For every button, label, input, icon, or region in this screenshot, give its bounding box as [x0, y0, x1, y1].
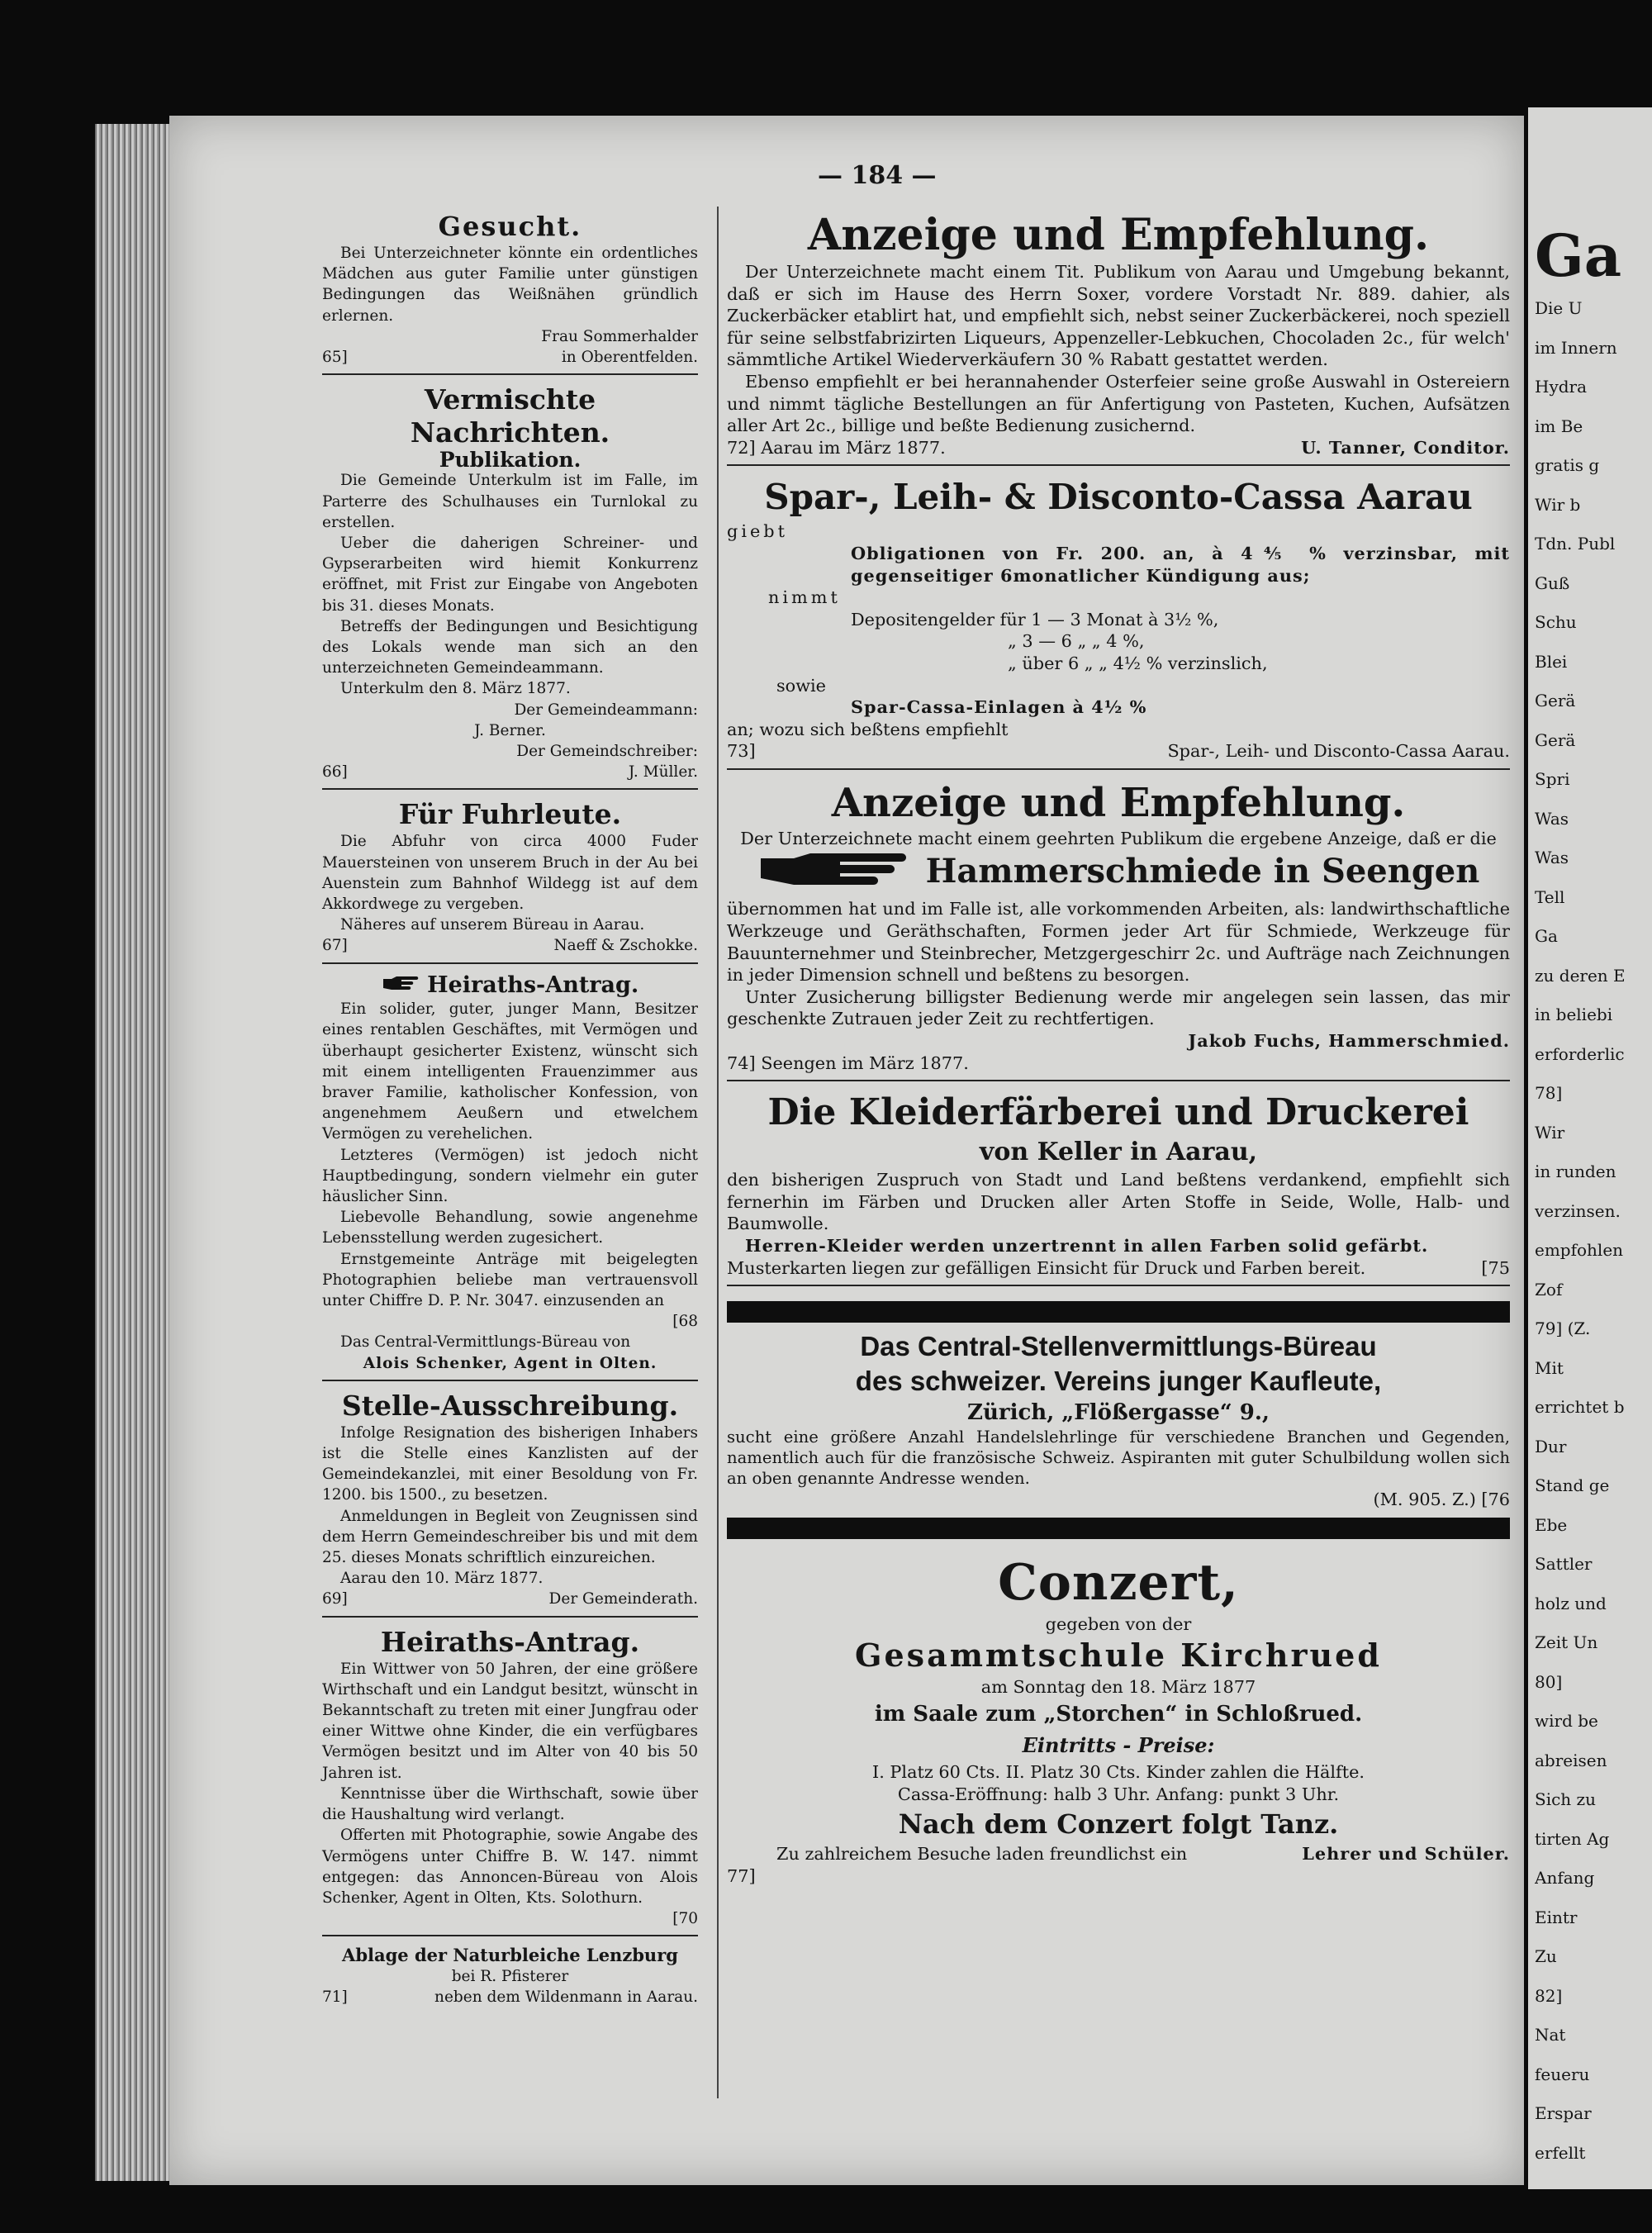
ad-paragraph: Das Central-Vermittlungs-Büreau von [340, 1333, 631, 1352]
next-page-title: Ga [1535, 223, 1622, 289]
ad-date: Aarau im März 1877. [761, 437, 946, 458]
next-page-line: erfellt [1535, 2142, 1586, 2163]
ad-body: Bei Unterzeichneter könnte ein ordentliches Mädchen aus guter Familie unter günstigen Bedingungen das Weißnähen gründlich erlernen. [322, 245, 698, 325]
ad-heiraths-antrag-1 [322, 969, 698, 1381]
ad-line: am Sonntag den 18. März 1877 [980, 1677, 1256, 1698]
cassa-sowie: sowie [776, 675, 826, 696]
ad-title: Die Kleiderfärberei und Druckerei [767, 1091, 1469, 1134]
ad-paragraph: Infolge Resignation des bisherigen Inhabers ist die Stelle eines Kanzlisten auf der Gemeindekanzlei, mit einer Besoldung von Fr. 1200. bis 1500., zu besetzen. [322, 1423, 698, 1504]
ad-paragraph: Ein Wittwer von 50 Jahren, der eine größere Wirthschaft und ein Landgut besitzt, wünscht in Bekanntschaft zu treten mit einer Jungfrau oder einer Wittwe ohne Kinder, die ein verfügbares Vermögen besitzt und im Alter von 40 bis 50 Jahren ist. [322, 1660, 698, 1782]
ad-organizer: Gesammtschule Kirchrued [855, 1637, 1382, 1675]
column-rule [717, 207, 719, 2098]
ad-signature-place: in Oberentfelden. [561, 349, 698, 367]
ad-paragraph: sucht eine größere Anzahl Handelslehrlinge für verschiedene Branchen und Gegenden, namentlich auch für die französische Schweiz. Aspiranten mit guter Schulbildung wollen sich an oben genannte Andresse wenden. [727, 1428, 1510, 1489]
next-page-line: Sich zu [1535, 1789, 1596, 1809]
cassa-nimmt: nimmt [768, 587, 841, 608]
next-page-line: Wir [1535, 1122, 1565, 1143]
next-page-line: Mit [1535, 1357, 1564, 1378]
ad-line: bei R. Pfisterer [451, 1967, 569, 1985]
next-page-line: 82] [1535, 1985, 1563, 2006]
next-page-line: Tell [1535, 886, 1565, 907]
ad-number: [70 [672, 1910, 698, 1928]
ad-paragraph: Kenntnisse über die Wirthschaft, sowie über die Haushaltung wird verlangt. [322, 1784, 698, 1824]
ad-central [727, 1291, 1510, 1547]
ad-address: Zürich, „Flößergasse“ 9., [967, 1400, 1270, 1426]
ad-paragraph: den bisherigen Zuspruch von Stadt und Land beßtens verdankend, empfiehlt sich fernerhin im Färben und Drucken aller Arten Stoffe in Seide, Wolle, Halb- und Baumwolle. [727, 1170, 1510, 1234]
next-page-line: Erspar [1535, 2103, 1592, 2123]
ad-number: 72] [727, 437, 756, 458]
page-number: — 184 — [818, 161, 937, 190]
ad-title: Für Fuhrleute. [398, 798, 622, 831]
next-page-line: Guß [1535, 573, 1570, 593]
ad-gesucht [322, 207, 698, 375]
next-page-line: 79] (Z. [1535, 1318, 1591, 1338]
next-page-line: Ga [1535, 926, 1558, 946]
ad-opening: Cassa-Eröffnung: halb 3 Uhr. Anfang: punkt 3 Uhr. [897, 1784, 1340, 1804]
next-page-line: empfohlen [1535, 1240, 1624, 1260]
next-page-line: 78] [1535, 1083, 1563, 1103]
ad-signature: Frau Sommerhalder [541, 327, 698, 345]
cassa-deposit-row: Depositengelder für 1 — 3 Monat à 3½ %, [851, 609, 1219, 630]
ad-tanner [727, 207, 1510, 466]
next-page-line: Schu [1535, 612, 1577, 632]
ad-number: 77] [727, 1865, 756, 1886]
next-page-line: in runden [1535, 1162, 1616, 1181]
ad-number: [75 [1481, 1257, 1510, 1278]
next-page-line: 80] [1535, 1671, 1563, 1692]
next-page-line: Die U [1535, 298, 1583, 318]
ad-number: 71] [322, 1988, 348, 2006]
ad-signature: Lehrer und Schüler. [1302, 1843, 1510, 1865]
next-page-line: Eintr [1535, 1907, 1578, 1927]
next-page-line: Dur [1535, 1436, 1567, 1456]
ad-fuchs [727, 775, 1510, 1081]
ad-line: neben dem Wildenmann in Aarau. [434, 1988, 698, 2006]
ad-body: Die Abfuhr von circa 4000 Fuder Mauersteinen von unserem Bruch in der Au bei Auenstein zum Bahnhof Wildegg ist auf dem Akkordwege zu vergeben. [322, 833, 698, 914]
ad-paragraph: Die Gemeinde Unterkulm ist im Falle, im Parterre des Schulhauses ein Turnlokal zu erstellen. [322, 472, 698, 531]
ad-date: Seengen im März 1877. [761, 1052, 969, 1073]
ad-paragraph: Anmeldungen in Begleit von Zeugnissen sind dem Herrn Gemeindeschreiber bis und mit dem 25. dieses Monats schriftlich einzureichen. [322, 1507, 698, 1567]
ad-number: 65] [322, 349, 348, 367]
pointing-hand-icon [757, 850, 914, 898]
ad-title: Anzeige und Empfehlung. [807, 210, 1430, 260]
ad-line: Näheres auf unserem Büreau in Aarau. [340, 916, 645, 934]
ad-number: 69] [322, 1590, 348, 1608]
next-page-line: Sattler [1535, 1554, 1593, 1574]
ad-title: Das Central-Stellenvermittlungs-Büreau [860, 1331, 1377, 1362]
ad-title: Ablage der Naturbleiche Lenzburg [342, 1945, 678, 1966]
ad-signature: Alois Schenker, Agent in Olten. [363, 1354, 657, 1372]
ad-paragraph: Unter Zusicherung billigster Bedienung werde mir angelegen sein lassen, das mir geschenkte Zutrauen jeder Zeit zu rechtfertigen. [727, 986, 1510, 1029]
ad-signature: Der Gemeindschreiber: [516, 743, 698, 761]
ad-signature: J. Müller. [628, 763, 698, 782]
ad-paragraph: Herren-Kleider werden unzertrennt in allen Farben solid gefärbt. [745, 1235, 1429, 1256]
next-page-line: holz und [1535, 1593, 1607, 1613]
next-page-line: Zeit Un [1535, 1632, 1598, 1652]
section-title: Vermischte Nachrichten. [410, 383, 610, 449]
ad-signature: Der Gemeinderath. [548, 1590, 698, 1608]
ad-line: gegeben von der [1045, 1613, 1192, 1634]
ad-paragraph: übernommen hat und im Falle ist, alle vorkommenden Arbeiten, als: landwirthschaftliche Werkzeuge und Geräthschaften, Formen jeder Art für Schmiede, Werkzeuge für Bauunternehmer und Steinbrecher, Metzgergeschirr 2c. und Aufträge nach Zeichnungen in jeder Dimension schnell und beßtens zu besorgen. [727, 899, 1510, 986]
black-rule [727, 1301, 1510, 1323]
next-page-line: Anfang [1535, 1868, 1595, 1888]
next-page-line: Was [1535, 808, 1569, 829]
ad-number: [68 [672, 1313, 698, 1331]
cassa-an: an; wozu sich beßtens empfiehlt [727, 719, 1009, 739]
next-page-line: Spri [1535, 769, 1570, 789]
next-page-line: zu deren E [1535, 965, 1626, 986]
ad-stelle-ausschreibung [322, 1386, 698, 1618]
ad-subtitle: des schweizer. Vereins junger Kaufleute, [855, 1366, 1382, 1397]
left-column [322, 207, 698, 2018]
next-page-line: Wir b [1535, 494, 1581, 515]
ad-line: Zu zahlreichem Besuche laden freundlichst ein [776, 1844, 1188, 1865]
ad-number: 73] [727, 741, 756, 762]
ad-heiraths-antrag-2 [322, 1622, 698, 1937]
next-page-line: in beliebi [1535, 1005, 1613, 1024]
ad-title: Spar-, Leih- & Disconto-Cassa Aarau [764, 477, 1473, 518]
ad-title: Gesucht. [438, 211, 582, 242]
ad-venue: im Saale zum „Storchen“ in Schloßrued. [874, 1701, 1363, 1727]
next-page-line: Gerä [1535, 691, 1576, 710]
ad-paragraph: Liebevolle Behandlung, sowie angenehme Lebensstellung werden zugesichert. [322, 1209, 698, 1247]
ad-number: 67] [322, 937, 348, 955]
ad-title-text: Heiraths-Antrag. [427, 972, 639, 998]
next-page-line: Zu [1535, 1946, 1557, 1966]
ad-paragraph: Ein solider, guter, junger Mann, Besitzer eines rentablen Geschäftes, mit Vermögen und überhaupt gesicherter Existenz, wünscht sich mit einem intelligenten Frauenzimmer aus braver Familie, katholischer Konfession, von angenehmem Aeußern und etwelchem Vermögen zu verehelichen. [322, 1000, 698, 1143]
next-page-line: wird be [1535, 1711, 1598, 1731]
ad-signature: Jakob Fuchs, Hammerschmied. [1188, 1030, 1510, 1052]
ad-paragraph: Ueber die daherigen Schreiner- und Gypserarbeiten wird hiemit Konkurrenz eröffnet, mit Frist zur Eingabe von Angeboten bis 31. dieses Monats. [322, 534, 698, 615]
ad-ablage [322, 1941, 698, 2013]
cassa-deposit-row: „ über 6 „ „ 4½ % verzinslich, [1008, 653, 1268, 673]
next-page-line: Nat [1535, 2025, 1566, 2045]
ad-signature: Spar-, Leih- und Disconto-Cassa Aarau. [1167, 741, 1510, 762]
ad-paragraph: Ernstgemeinte Anträge mit beigelegten Photographien beliebe man vertrauensvoll unter Chiffre D. P. Nr. 3047. einzusenden an [322, 1250, 698, 1310]
ad-title: Publikation. [439, 448, 582, 473]
ad-prices-title: Eintritts - Preise: [1022, 1732, 1215, 1757]
next-page-line: errichtet b [1535, 1397, 1625, 1417]
next-page-line: verzinsen. [1535, 1200, 1621, 1221]
pointing-hand-icon [382, 972, 420, 999]
next-page-line: im Be [1535, 416, 1583, 436]
cassa-spar: Spar-Cassa-Einlagen à 4½ % [851, 696, 1147, 718]
ad-intro: Der Unterzeichnete macht einem geehrten Publikum die ergebene Anzeige, daß er die [740, 828, 1497, 848]
ad-firm [727, 849, 1510, 898]
cassa-giebt: giebt [727, 521, 788, 542]
ad-date: Unterkulm den 8. März 1877. [340, 680, 571, 698]
ad-paragraph: Betreffs der Bedingungen und Besichtigung des Lokals wende man sich an den unterzeichneten Gemeindeammann. [322, 617, 698, 677]
ad-number: (M. 905. Z.) [76 [1373, 1489, 1510, 1510]
next-page-line: Zof [1535, 1279, 1563, 1299]
ad-paragraph: Offerten mit Photographie, sowie Angabe des Vermögens unter Chiffre B. W. 147. nimmt entgegen: das Annoncen-Büreau von Alois Schenker, Agent in Olten, Kts. Solothurn. [322, 1827, 698, 1907]
book-page-edges [95, 124, 173, 2181]
black-rule [727, 1518, 1510, 1539]
right-column [727, 207, 1510, 1887]
next-page-line: Tdn. Publ [1535, 534, 1616, 553]
ad-dance: Nach dem Conzert folgt Tanz. [898, 1808, 1339, 1841]
ad-cassa [727, 471, 1510, 770]
ad-signature: J. Berner. [474, 721, 546, 739]
ad-signature: Der Gemeindeammann: [514, 701, 698, 719]
next-page-line: Stand ge [1535, 1475, 1610, 1495]
ad-title: Stelle-Ausschreibung. [341, 1389, 679, 1422]
next-page-line: im Innern [1535, 337, 1617, 358]
next-page-line: abreisen [1535, 1750, 1607, 1770]
ad-paragraph: Letzteres (Vermögen) ist jedoch nicht Hauptbedingung, sondern vielmehr ein guter häuslicher Sinn. [322, 1146, 698, 1206]
next-page-line: Blei [1535, 651, 1568, 672]
ad-prices: I. Platz 60 Cts. II. Platz 30 Cts. Kinder zahlen die Hälfte. [871, 1761, 1365, 1782]
ad-title: Conzert, [998, 1553, 1239, 1612]
ad-signature: Naeff & Zschokke. [553, 937, 698, 955]
ad-vermischte [322, 380, 698, 790]
ad-title [322, 972, 698, 1000]
next-page-line: Gerä [1535, 729, 1576, 750]
ad-date: Aarau den 10. März 1877. [340, 1570, 544, 1588]
next-page-line: Was [1535, 848, 1569, 867]
ad-paragraph: Ebenso empfiehlt er bei herannahender Osterfeier seine große Auswahl in Ostereiern und nimmt tägliche Bestellungen an für Anfertigung von Pasteten, Kuchen, Aufsätzen aller Art 2c., billige und beßte Bedienung zusichernd. [727, 371, 1510, 436]
ad-number: 66] [322, 763, 348, 782]
ad-conzert [727, 1547, 1510, 1888]
ad-paragraph: Der Unterzeichnete macht einem Tit. Publikum von Aarau und Umgebung bekannt, daß er sich im Hause des Herrn Soxer, vordere Vorstadt Nr. 889. dahier, als Zuckerbäcker etablirt hat, und empfiehlt sich, nebst seiner Zuckerbäckerei, noch speziell für seine selbstfabrizirten Liqueurs, Appenzeller-Lebkuchen, Chocoladen 2c., für welch' sämmtliche Artikel Wiederverkäufern 30 % Rabatt gestattet werden. [727, 262, 1510, 370]
ad-firm-name: Hammerschmiede in Seengen [925, 852, 1480, 891]
next-page-line: feueru [1535, 2064, 1590, 2084]
ad-keller [727, 1086, 1510, 1286]
ad-fuhrleute [322, 795, 698, 963]
ad-number: 74] [727, 1052, 756, 1073]
ad-signature: U. Tanner, Conditor. [1301, 436, 1510, 458]
cassa-obligationen: Obligationen von Fr. 200. an, à 4⅘ % verzinsbar, mit gegenseitiger 6monatlicher Kündigung aus; [851, 542, 1510, 586]
next-page-line: gratis g [1535, 455, 1600, 475]
next-page-line: tirten Ag [1535, 1828, 1610, 1849]
next-page-line: Hydra [1535, 377, 1588, 397]
ad-paragraph: Musterkarten liegen zur gefälligen Einsicht für Druck und Farben bereit. [727, 1257, 1366, 1278]
next-page-line: erforderlic [1535, 1043, 1625, 1064]
ad-title: Anzeige und Empfehlung. [831, 779, 1406, 826]
ad-subtitle: von Keller in Aarau, [979, 1138, 1258, 1167]
cassa-deposit-row: „ 3 — 6 „ „ 4 %, [1008, 631, 1145, 652]
ad-title: Heiraths-Antrag. [380, 1625, 640, 1658]
next-page-line: Ebe [1535, 1514, 1568, 1535]
